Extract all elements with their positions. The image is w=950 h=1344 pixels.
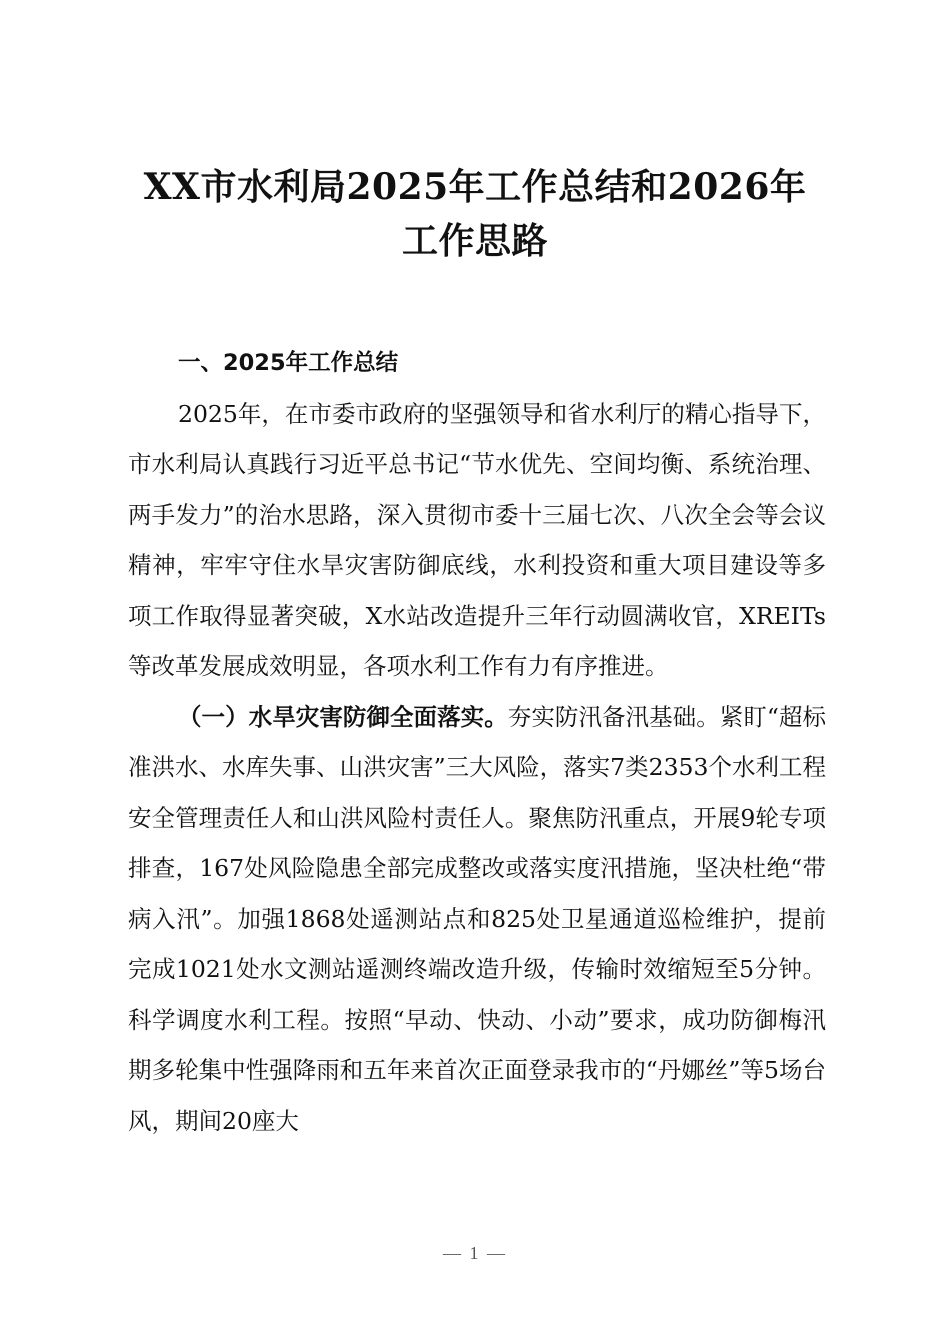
subsection-heading: （一）水旱灾害防御全面落实。 <box>178 702 508 731</box>
intro-paragraph: 2025年，在市委市政府的坚强领导和省水利厅的精心指导下，市水利局认真践行习近平总书记“节水优先、空间均衡、系统治理、两手发力”的治水思路，深入贯彻市委十三届七次、八次全会等会议精神，牢牢守住水旱灾害防御底线，水利投资和重大项目建设等多项工作取得显著突破，X水站改造提升三年行动圆满收官，XREITs等改革发展成效明显，各项水利工作有力有序推进。 <box>128 399 826 680</box>
subsection-paragraph <box>128 692 826 1147</box>
section-heading: 一、2025年工作总结 <box>178 350 399 376</box>
title-line-2: 工作思路 <box>401 220 548 262</box>
page-number: — 1 — <box>443 1243 507 1263</box>
subsection-text: 夯实防汛备汛基础。紧盯“超标准洪水、水库失事、山洪灾害”三大风险，落实7类2353个水利工程安全管理责任人和山洪风险村责任人。聚焦防汛重点，开展9轮专项排查，167处风险隐患全部完成整改或落实度汛措施，坚决杜绝“带病入汛”。加强1868处遥测站点和825处卫星通道巡检维护，提前完成1021处水文测站遥测终端改造升级，传输时效缩短至5分钟。科学调度水利工程。按照“早动、快动、小动”要求，成功防御梅汛期多轮集中性强降雨和五年来首次正面登录我市的“丹娜丝”等5场台风，期间20座大 <box>128 702 827 1135</box>
document-title <box>100 160 850 268</box>
title-line-1: XX市水利局2025年工作总结和2026年 <box>143 166 807 208</box>
document-body <box>128 338 826 1146</box>
